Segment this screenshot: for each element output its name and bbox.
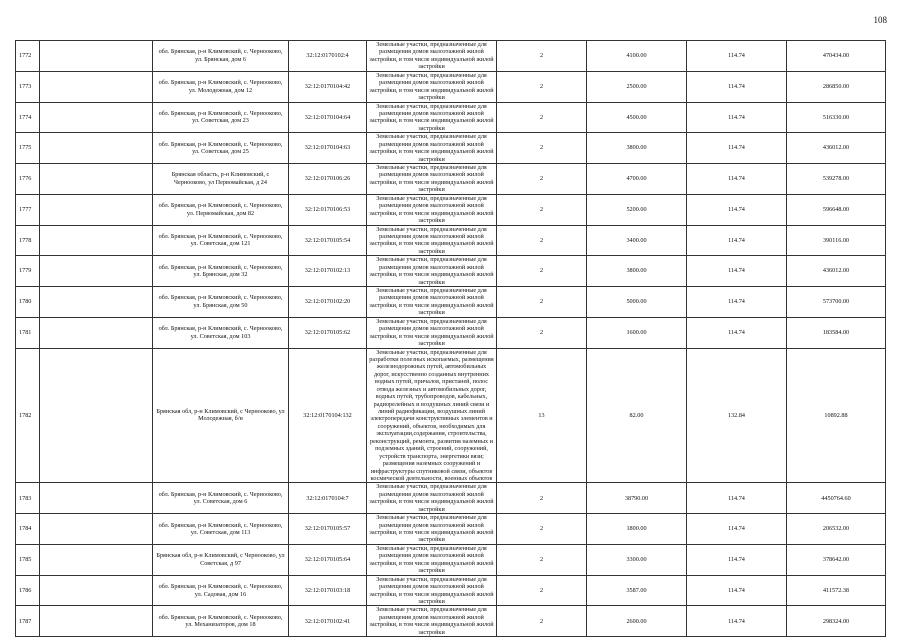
land-purpose-cell: Земельные участки, предназначенные для разработки полезных ископаемых, размещения железнодорожных путей, автомобильных дорог, искусственно созданных внутренних водных путей, причалов, пристаней, полос отвода железных и автомобильных дорог, водных путей, трубопроводов, кабельных, радиорелейных и воздушных линий связи и линий радиофикации, воздушных линий электропередачи конструктивных элементов и сооружений, объектов, необходимых для эксплуатации,содержания, строительства, реконструкций, ремонта, развития наземных и подземных зданий, строений, сооружений, устройств транспорта, энергетики вязи; размещения наземных сооружений и инфраструктуры спутниковой связи, объектов космической деятельности, военных объектов: [367, 348, 497, 483]
area-cell: 2600.00: [587, 606, 687, 637]
cadastral-value-cell: 411572.38: [787, 575, 886, 606]
specific-value-cell: 114.74: [687, 256, 787, 287]
empty-cell: [40, 317, 153, 348]
empty-cell: [40, 71, 153, 102]
empty-cell: [40, 133, 153, 164]
land-purpose-cell: Земельные участки, предназначенные для размещения домов малоэтажной жилой застройки, в том числе индивидуальной жилой застройки: [367, 483, 497, 514]
address-cell: Брянская обл, р-н Климовский, с Чернооково, ул Советская, д 97: [153, 544, 289, 575]
specific-value-cell: 114.74: [687, 102, 787, 133]
cadastral-number-cell: 32:12:0170102:4: [289, 41, 367, 72]
table-row: [16, 287, 886, 318]
specific-value-cell: 114.74: [687, 514, 787, 545]
address-cell: обл. Брянская, р-н Климовский, с. Чернооково, ул. Садовая, дом 16: [153, 575, 289, 606]
area-cell: 4100.00: [587, 41, 687, 72]
group-cell: 2: [497, 71, 587, 102]
page-number: 108: [873, 15, 887, 25]
row-number: 1787: [16, 606, 40, 637]
empty-cell: [40, 348, 153, 483]
area-cell: 1800.00: [587, 514, 687, 545]
area-cell: 1600.00: [587, 317, 687, 348]
cadastral-number-cell: 32:12:0170105:57: [289, 514, 367, 545]
specific-value-cell: 114.74: [687, 483, 787, 514]
land-purpose-cell: Земельные участки, предназначенные для размещения домов малоэтажной жилой застройки, в том числе индивидуальной жилой застройки: [367, 225, 497, 256]
area-cell: 3800.00: [587, 133, 687, 164]
land-registry-table: [15, 40, 886, 637]
row-number: 1779: [16, 256, 40, 287]
land-purpose-cell: Земельные участки, предназначенные для размещения домов малоэтажной жилой застройки, в том числе индивидуальной жилой застройки: [367, 575, 497, 606]
empty-cell: [40, 164, 153, 195]
cadastral-number-cell: 32:12:0170104:63: [289, 133, 367, 164]
group-cell: 2: [497, 514, 587, 545]
specific-value-cell: 114.74: [687, 164, 787, 195]
address-cell: Брянская область, р-н Климовский, с Чернооково, ул Первомайская, д 24: [153, 164, 289, 195]
row-number: 1778: [16, 225, 40, 256]
row-number: 1777: [16, 194, 40, 225]
cadastral-number-cell: 32:12:0170104:7: [289, 483, 367, 514]
area-cell: 5200.00: [587, 194, 687, 225]
table-body: [16, 41, 886, 637]
specific-value-cell: 114.74: [687, 194, 787, 225]
cadastral-value-cell: 436012.00: [787, 133, 886, 164]
land-purpose-cell: Земельные участки, предназначенные для размещения домов малоэтажной жилой застройки, в том числе индивидуальной жилой застройки: [367, 71, 497, 102]
group-cell: 2: [497, 575, 587, 606]
cadastral-number-cell: 32:12:0170106:53: [289, 194, 367, 225]
table-row: [16, 256, 886, 287]
land-purpose-cell: Земельные участки, предназначенные для размещения домов малоэтажной жилой застройки, в том числе индивидуальной жилой застройки: [367, 164, 497, 195]
row-number: 1783: [16, 483, 40, 514]
address-cell: обл. Брянская, р-н Климовский, с. Чернооково, ул. Молодежная, дом 12: [153, 71, 289, 102]
empty-cell: [40, 606, 153, 637]
area-cell: 3400.00: [587, 225, 687, 256]
row-number: 1784: [16, 514, 40, 545]
cadastral-value-cell: 436012.00: [787, 256, 886, 287]
table-row: [16, 71, 886, 102]
table-row: [16, 102, 886, 133]
table-row: [16, 317, 886, 348]
cadastral-value-cell: 183584.00: [787, 317, 886, 348]
empty-cell: [40, 225, 153, 256]
row-number: 1781: [16, 317, 40, 348]
land-purpose-cell: Земельные участки, предназначенные для размещения домов малоэтажной жилой застройки, в том числе индивидуальной жилой застройки: [367, 317, 497, 348]
row-number: 1782: [16, 348, 40, 483]
group-cell: 13: [497, 348, 587, 483]
land-purpose-cell: Земельные участки, предназначенные для размещения домов малоэтажной жилой застройки, в том числе индивидуальной жилой застройки: [367, 256, 497, 287]
address-cell: обл. Брянская, р-н Климовский, с. Чернооково, ул. Первомайская, дом 82: [153, 194, 289, 225]
group-cell: 2: [497, 483, 587, 514]
area-cell: 38790.00: [587, 483, 687, 514]
address-cell: обл. Брянская, р-н Климовский, с. Чернооково, ул. Советская, дом 25: [153, 133, 289, 164]
cadastral-value-cell: 4450764.60: [787, 483, 886, 514]
table-row: [16, 225, 886, 256]
address-cell: обл. Брянская, р-н Климовский, с. Чернооково, ул. Советская, дом 103: [153, 317, 289, 348]
cadastral-number-cell: 32:12:0170104:64: [289, 102, 367, 133]
table-row: [16, 606, 886, 637]
area-cell: 5000.00: [587, 287, 687, 318]
specific-value-cell: 114.74: [687, 225, 787, 256]
row-number: 1772: [16, 41, 40, 72]
group-cell: 2: [497, 194, 587, 225]
land-purpose-cell: Земельные участки, предназначенные для размещения домов малоэтажной жилой застройки, в том числе индивидуальной жилой застройки: [367, 102, 497, 133]
cadastral-value-cell: 286850.00: [787, 71, 886, 102]
group-cell: 2: [497, 606, 587, 637]
area-cell: 3587.00: [587, 575, 687, 606]
cadastral-number-cell: 32:12:0170102:41: [289, 606, 367, 637]
table-row: [16, 575, 886, 606]
specific-value-cell: 114.74: [687, 287, 787, 318]
address-cell: обл. Брянская, р-н Климовский, с. Чернооково, ул. Советская, дом 121: [153, 225, 289, 256]
group-cell: 2: [497, 225, 587, 256]
table-row: [16, 348, 886, 483]
row-number: 1786: [16, 575, 40, 606]
cadastral-value-cell: 378642.00: [787, 544, 886, 575]
cadastral-number-cell: 32:12:0170102:20: [289, 287, 367, 318]
empty-cell: [40, 514, 153, 545]
land-purpose-cell: Земельные участки, предназначенные для размещения домов малоэтажной жилой застройки, в том числе индивидуальной жилой застройки: [367, 514, 497, 545]
cadastral-value-cell: 573700.00: [787, 287, 886, 318]
table-row: [16, 544, 886, 575]
specific-value-cell: 114.74: [687, 317, 787, 348]
address-cell: обл. Брянская, р-н Климовский, с. Чернооково, ул. Брянская, дом 6: [153, 41, 289, 72]
cadastral-number-cell: 32:12:0170105:62: [289, 317, 367, 348]
group-cell: 2: [497, 544, 587, 575]
empty-cell: [40, 41, 153, 72]
address-cell: Брянская обл, р-н Климовский, с Чернооково, ул Молодежная, б/н: [153, 348, 289, 483]
address-cell: обл. Брянская, р-н Климовский, с. Чернооково, ул. Советская, дом 6: [153, 483, 289, 514]
address-cell: обл. Брянская, р-н Климовский, с. Чернооково, ул. Советская, дом 113: [153, 514, 289, 545]
area-cell: 3300.00: [587, 544, 687, 575]
cadastral-number-cell: 32:12:0170104:132: [289, 348, 367, 483]
area-cell: 82.00: [587, 348, 687, 483]
row-number: 1785: [16, 544, 40, 575]
group-cell: 2: [497, 317, 587, 348]
empty-cell: [40, 102, 153, 133]
group-cell: 2: [497, 102, 587, 133]
land-purpose-cell: Земельные участки, предназначенные для размещения домов малоэтажной жилой застройки, в том числе индивидуальной жилой застройки: [367, 41, 497, 72]
group-cell: 2: [497, 256, 587, 287]
specific-value-cell: 114.74: [687, 133, 787, 164]
area-cell: 4700.00: [587, 164, 687, 195]
cadastral-number-cell: 32:12:0170103:18: [289, 575, 367, 606]
empty-cell: [40, 256, 153, 287]
row-number: 1774: [16, 102, 40, 133]
table-row: [16, 41, 886, 72]
land-purpose-cell: Земельные участки, предназначенные для размещения домов малоэтажной жилой застройки, в том числе индивидуальной жилой застройки: [367, 194, 497, 225]
address-cell: обл. Брянская, р-н Климовский, с. Чернооково, ул. Брянская, дом 32: [153, 256, 289, 287]
address-cell: обл. Брянская, р-н Климовский, с. Чернооково, ул. Брянская, дом 50: [153, 287, 289, 318]
row-number: 1775: [16, 133, 40, 164]
cadastral-number-cell: 32:12:0170105:64: [289, 544, 367, 575]
table-row: [16, 194, 886, 225]
group-cell: 2: [497, 287, 587, 318]
area-cell: 4500.00: [587, 102, 687, 133]
row-number: 1776: [16, 164, 40, 195]
empty-cell: [40, 287, 153, 318]
table-row: [16, 164, 886, 195]
empty-cell: [40, 194, 153, 225]
land-purpose-cell: Земельные участки, предназначенные для размещения домов малоэтажной жилой застройки, в том числе индивидуальной жилой застройки: [367, 287, 497, 318]
empty-cell: [40, 544, 153, 575]
cadastral-value-cell: 470434.00: [787, 41, 886, 72]
table-row: [16, 483, 886, 514]
cadastral-value-cell: 596648.00: [787, 194, 886, 225]
group-cell: 2: [497, 133, 587, 164]
cadastral-value-cell: 516330.00: [787, 102, 886, 133]
land-purpose-cell: Земельные участки, предназначенные для размещения домов малоэтажной жилой застройки, в том числе индивидуальной жилой застройки: [367, 133, 497, 164]
specific-value-cell: 114.74: [687, 606, 787, 637]
row-number: 1773: [16, 71, 40, 102]
area-cell: 2500.00: [587, 71, 687, 102]
cadastral-number-cell: 32:12:0170104:42: [289, 71, 367, 102]
specific-value-cell: 132.84: [687, 348, 787, 483]
empty-cell: [40, 483, 153, 514]
land-purpose-cell: Земельные участки, предназначенные для размещения домов малоэтажной жилой застройки, в том числе индивидуальной жилой застройки: [367, 544, 497, 575]
table-row: [16, 514, 886, 545]
row-number: 1780: [16, 287, 40, 318]
specific-value-cell: 114.74: [687, 41, 787, 72]
address-cell: обл. Брянская, р-н Климовский, с. Чернооково, ул. Механизаторов, дом 18: [153, 606, 289, 637]
cadastral-value-cell: 298324.00: [787, 606, 886, 637]
cadastral-number-cell: 32:12:0170105:54: [289, 225, 367, 256]
address-cell: обл. Брянская, р-н Климовский, с. Чернооково, ул. Советская, дом 23: [153, 102, 289, 133]
empty-cell: [40, 575, 153, 606]
cadastral-value-cell: 539278.00: [787, 164, 886, 195]
cadastral-number-cell: 32:12:0170106:26: [289, 164, 367, 195]
specific-value-cell: 114.74: [687, 71, 787, 102]
group-cell: 2: [497, 41, 587, 72]
cadastral-number-cell: 32:12:0170102:13: [289, 256, 367, 287]
cadastral-value-cell: 206532.00: [787, 514, 886, 545]
cadastral-value-cell: 10892.88: [787, 348, 886, 483]
specific-value-cell: 114.74: [687, 575, 787, 606]
cadastral-value-cell: 390116.00: [787, 225, 886, 256]
group-cell: 2: [497, 164, 587, 195]
table-row: [16, 133, 886, 164]
land-purpose-cell: Земельные участки, предназначенные для размещения домов малоэтажной жилой застройки, в том числе индивидуальной жилой застройки: [367, 606, 497, 637]
specific-value-cell: 114.74: [687, 544, 787, 575]
area-cell: 3800.00: [587, 256, 687, 287]
